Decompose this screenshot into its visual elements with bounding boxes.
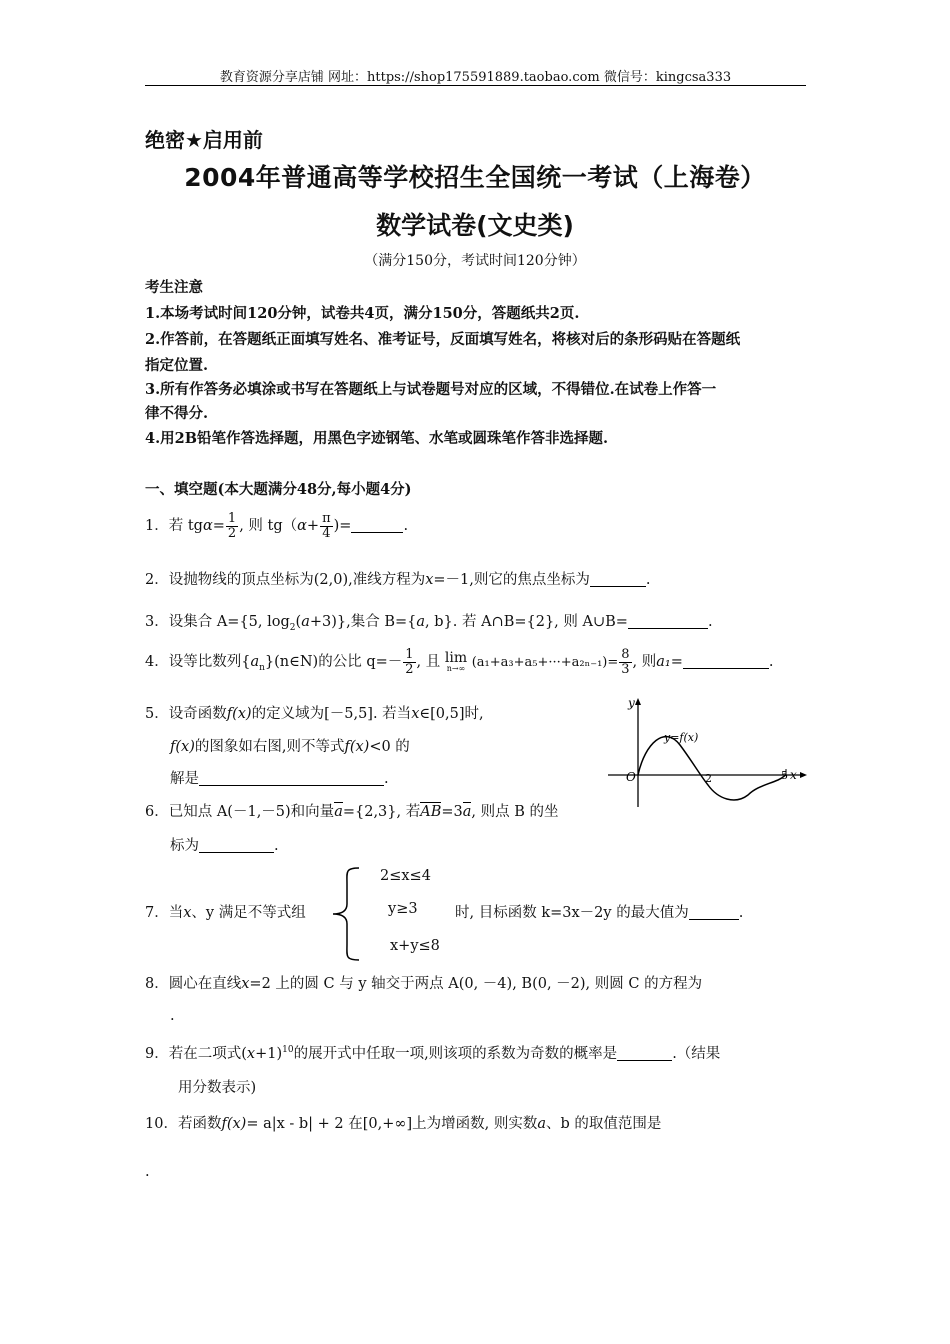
question-6-line-1: 6．已知点 A(－1,－5)和向量a={2,3}, 若AB=3a, 则点 B 的坐	[145, 804, 559, 820]
answer-blank-6	[199, 838, 274, 854]
constraint-2: y≥3	[388, 901, 418, 917]
constraint-1: 2≤x≤4	[380, 868, 431, 884]
question-10: 10．若函数f(x)= a|x - b| + 2 在[0,+∞]上为增函数, 则实数a、b 的取值范围是	[145, 1116, 662, 1132]
notice-heading: 考生注意	[145, 279, 203, 296]
question-9: 9．若在二项式$(x+1)^{10}$的展开式中任取一项,则该项的系数为奇数的概率是 .（结果	[145, 1045, 721, 1062]
answer-blank-9	[617, 1046, 672, 1062]
question-3: 3．设集合 A={5, $\log_2(a+3)$},集合 B={a, b}. 若 A∩B={2}, 则 A∪B= .	[145, 614, 713, 633]
y-axis-arrow	[635, 698, 641, 705]
question-2: 2．设抛物线的顶点坐标为(2,0),准线方程为x=－1,则它的焦点坐标为 .	[145, 572, 651, 588]
function-curve	[638, 737, 786, 800]
question-5-line-2: f(x)的图象如右图,则不等式f(x)<0 的	[170, 739, 410, 755]
answer-blank-5	[199, 771, 384, 787]
notice-item-2-cont: 指定位置.	[145, 357, 209, 374]
fraction-pi-4: $\frac{\pi}{4}$	[322, 511, 331, 541]
confidential-label: 绝密★启用前	[145, 128, 263, 152]
answer-blank-3	[628, 614, 708, 630]
fraction-8-3: $\frac{8}{3}$	[621, 647, 630, 677]
notice-item-3-cont: 律不得分.	[145, 405, 209, 422]
system-brace	[325, 864, 365, 964]
question-8-line-2: .	[170, 1008, 175, 1024]
question-5-line-3: 解是 .	[170, 771, 389, 787]
y-axis-label: y	[628, 696, 635, 710]
notice-item-2: 2.作答前，在答题纸正面填写姓名、准考证号，反面填写姓名，将核对后的条形码贴在答题纸	[145, 331, 741, 348]
x-axis-arrow	[800, 772, 807, 778]
tick-label-2: 2	[705, 772, 712, 785]
limit-operator: lim n→∞	[444, 650, 468, 674]
function-graph	[600, 695, 810, 810]
notice-item-3: 3.所有作答务必填涂或书写在答题纸上与试卷题号对应的区域，不得错位.在试卷上作答一	[145, 381, 717, 398]
score-time-note: （满分150分，考试时间120分钟）	[364, 253, 586, 269]
exam-title: 2004年普通高等学校招生全国统一考试（上海卷）	[184, 163, 766, 192]
answer-blank-1	[351, 518, 403, 534]
answer-blank-2	[590, 572, 646, 588]
answer-blank-7	[689, 905, 739, 921]
exam-subtitle: 数学试卷(文史类)	[376, 211, 574, 240]
question-7: 7．当x、y 满足不等式组	[145, 905, 306, 921]
constraint-3: x+y≤8	[390, 938, 440, 954]
notice-item-4: 4.用2B铅笔作答选择题，用黑色字迹钢笔、水笔或圆珠笔作答非选择题.	[145, 430, 609, 447]
question-8: 8．圆心在直线x=2 上的圆 C 与 y 轴交于两点 A(0, －4), B(0, －2), 则圆 C 的方程为	[145, 976, 703, 992]
question-9-line-2: 用分数表示)	[178, 1080, 257, 1096]
answer-blank-4	[683, 654, 769, 670]
x-axis-label: x	[790, 768, 797, 782]
question-6-line-2: 标为 .	[170, 838, 279, 854]
question-7-objective: 时, 目标函数 k=3x－2y 的最大值为 .	[455, 905, 744, 921]
question-1: 1．若 tgα= $\frac{1}{2}$ , 则 tg（α+ $\frac{\pi}{4}$ )= .	[145, 511, 409, 541]
fraction-1-2: $\frac{1}{2}$	[227, 511, 237, 541]
curve-label: y=f(x)	[664, 731, 699, 744]
tick-label-5: 5	[781, 769, 788, 782]
header-divider	[145, 85, 806, 86]
page-header: 教育资源分享店铺 网址：https://shop175591889.taobao.com 微信号：kingcsa333	[219, 70, 732, 85]
section-1-heading: 一、填空题(本大题满分48分,每小题4分)	[145, 481, 412, 498]
question-5-line-1: 5．设奇函数f(x)的定义域为[－5,5]. 若当x∈[0,5]时,	[145, 706, 484, 722]
question-4: 4．设等比数列$\{a_n\}(n\in N)$的公比 q=－ $\frac{1}{2}$ , 且 lim n→∞ (a₁+a₃+a₅+···+a₂ₙ₋₁)= $\frac{8}{3}$ , 则a₁= .	[145, 647, 774, 677]
origin-label: O	[626, 770, 636, 784]
fraction-1-2: $\frac{1}{2}$	[405, 647, 414, 677]
notice-item-1: 1.本场考试时间120分钟，试卷共4页，满分150分，答题纸共2页.	[145, 305, 580, 322]
question-10-line-2: .	[145, 1164, 150, 1180]
